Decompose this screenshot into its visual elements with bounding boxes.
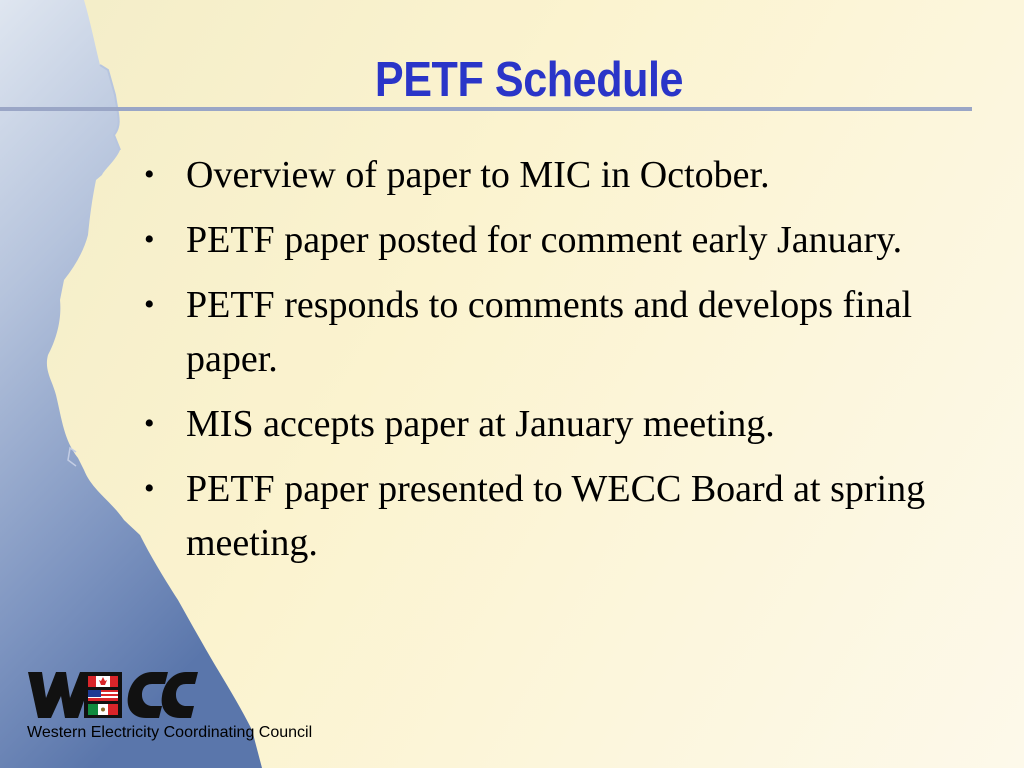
flag-emblem-icon: [84, 672, 122, 718]
bullet-dot-icon: •: [144, 407, 155, 440]
bullet-list: [140, 148, 1000, 581]
bullet-item: [140, 462, 1000, 570]
bullet-item: [140, 278, 1000, 386]
bullet-dot-icon: •: [144, 288, 155, 321]
organization-name: Western Electricity Coordinating Council: [27, 724, 313, 741]
bullet-dot-icon: •: [144, 158, 155, 191]
bullet-text: PETF paper presented to WECC Board at spring meeting.: [186, 468, 926, 564]
bullet-dot-icon: •: [144, 223, 155, 256]
bullet-item: [140, 213, 1000, 267]
bullet-text: PETF paper posted for comment early January.: [186, 219, 903, 261]
bullet-text: Overview of paper to MIC in October.: [186, 154, 770, 196]
bullet-dot-icon: •: [144, 472, 155, 505]
bullet-text: PETF responds to comments and develops final paper.: [186, 284, 913, 380]
wecc-logo-icon: [28, 668, 198, 720]
bullet-item: [140, 397, 1000, 451]
slide-title: PETF Schedule: [374, 53, 684, 107]
bullet-text: MIS accepts paper at January meeting.: [186, 403, 775, 445]
bullet-item: [140, 148, 1000, 202]
